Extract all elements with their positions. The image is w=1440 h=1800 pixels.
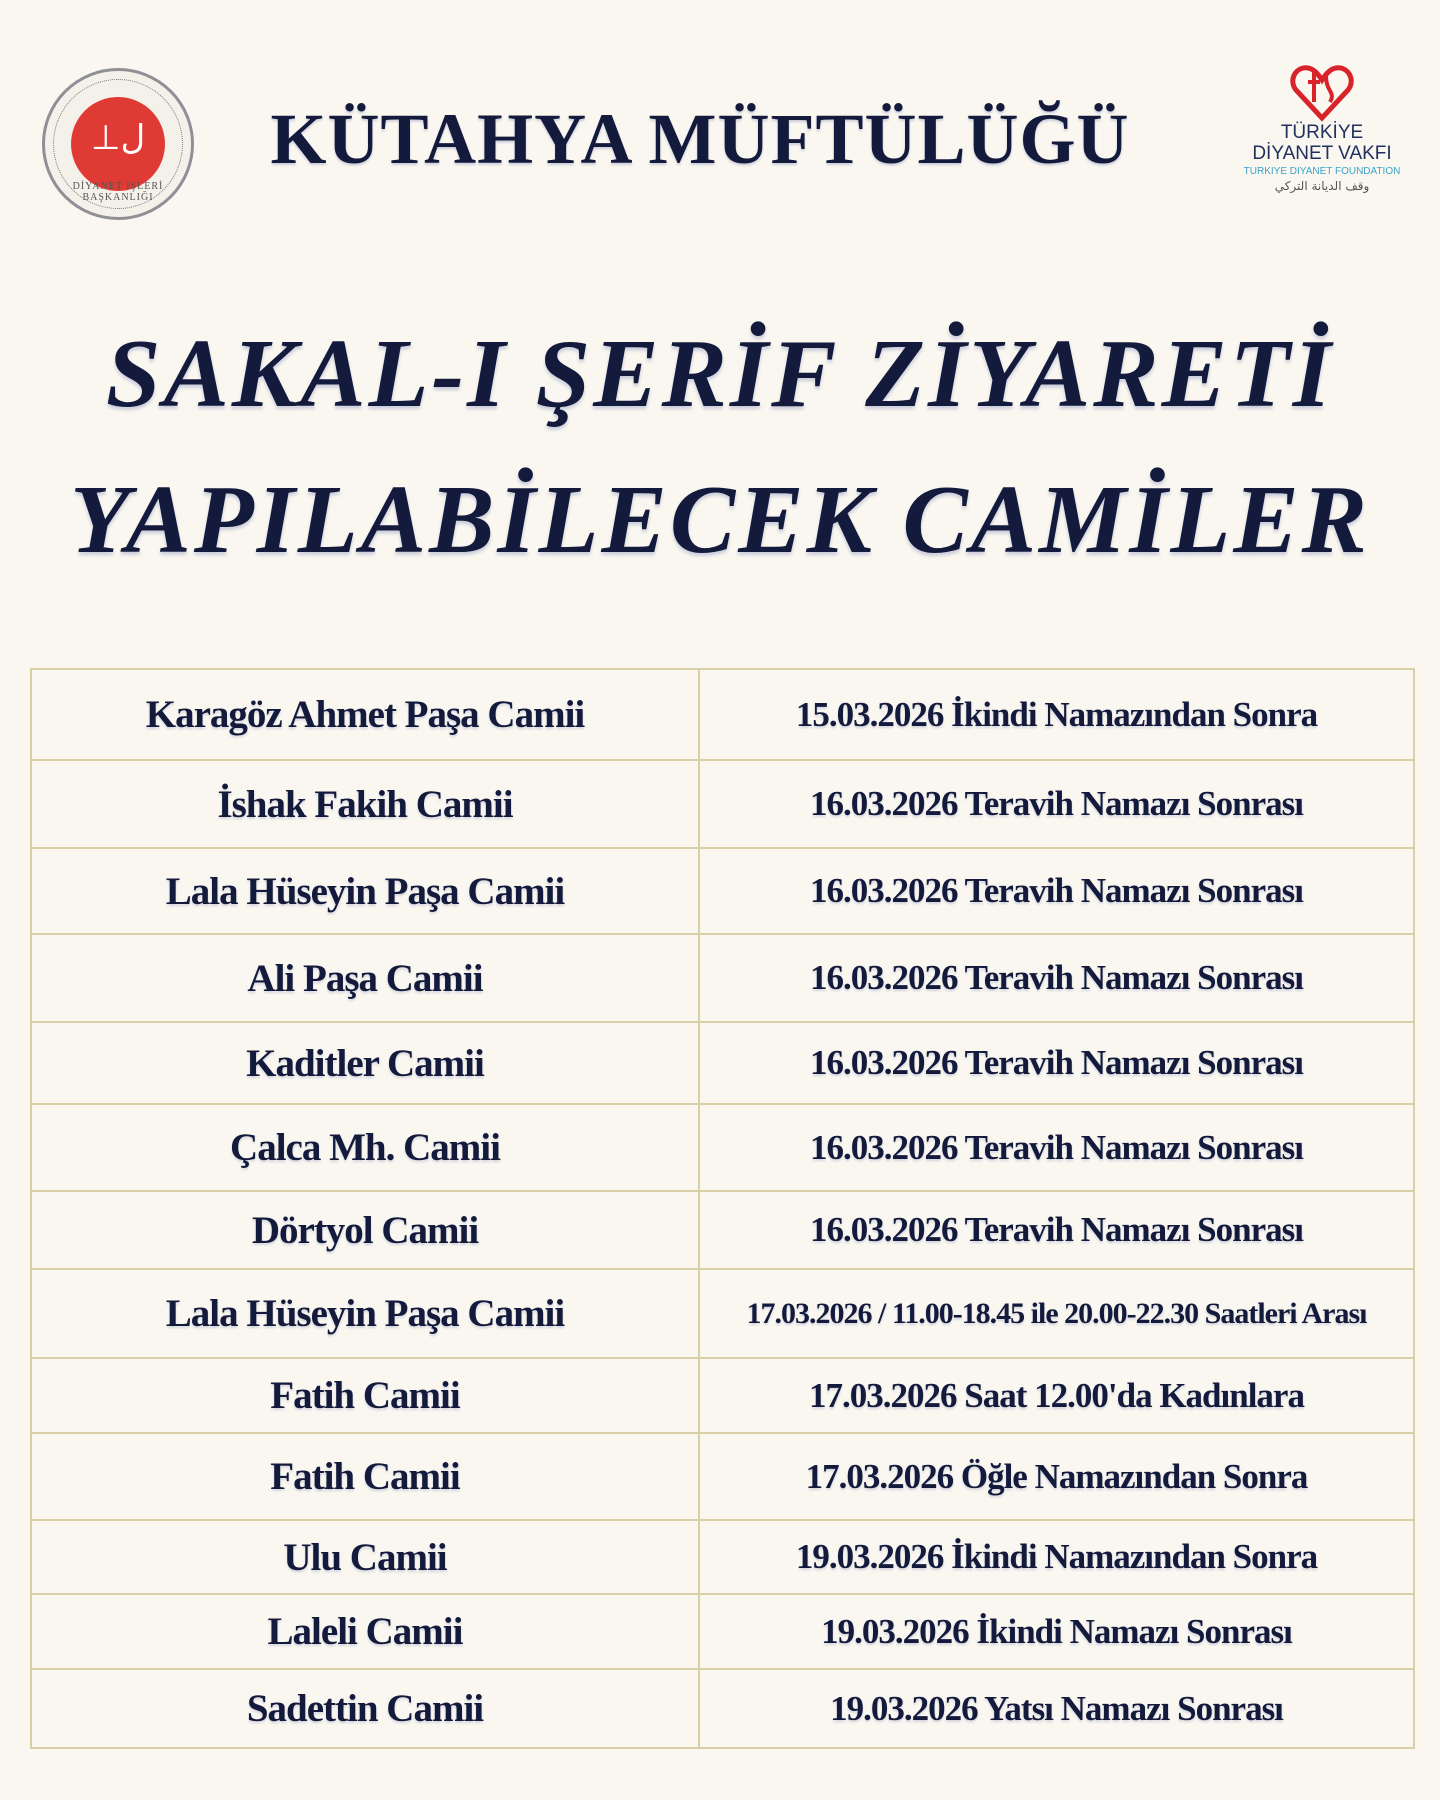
mosque-name-cell: Dörtyol Camii	[31, 1191, 699, 1269]
table-row	[31, 760, 1414, 848]
mosque-name-cell: Lala Hüseyin Paşa Camii	[31, 1269, 699, 1358]
tdv-logo	[1232, 62, 1412, 193]
table-row	[31, 1269, 1414, 1358]
mosque-name-cell: Karagöz Ahmet Paşa Camii	[31, 669, 699, 760]
table-row	[31, 934, 1414, 1022]
visit-time-cell: 17.03.2026 / 11.00-18.45 ile 20.00-22.30 Saatleri Arası	[699, 1269, 1414, 1358]
tdv-name-line2: DİYANET VAKFI	[1252, 143, 1392, 164]
mosque-name-cell: Laleli Camii	[31, 1594, 699, 1669]
mosque-name-cell: Sadettin Camii	[31, 1669, 699, 1748]
mosque-name-cell: Ali Paşa Camii	[31, 934, 699, 1022]
headline-line-1: SAKAL-I ŞERİF ZİYARETİ	[106, 320, 1334, 428]
mosque-name-cell: Lala Hüseyin Paşa Camii	[31, 848, 699, 934]
table-row	[31, 848, 1414, 934]
mosque-name-cell: İshak Fakih Camii	[31, 760, 699, 848]
visit-time-cell: 16.03.2026 Teravih Namazı Sonrası	[699, 760, 1414, 848]
mosque-name-cell: Kaditler Camii	[31, 1022, 699, 1104]
seal-ring-text: DİYANET İŞLERİ BAŞKANLIĞI	[72, 181, 164, 203]
visit-time-cell: 16.03.2026 Teravih Namazı Sonrası	[699, 1022, 1414, 1104]
visit-time-cell: 16.03.2026 Teravih Namazı Sonrası	[699, 1191, 1414, 1269]
tdv-arabic-name: وقف الديانة التركي	[1274, 179, 1370, 193]
mosque-name-cell: Fatih Camii	[31, 1433, 699, 1520]
table-row	[31, 1669, 1414, 1748]
diyanet-seal-icon: ⊥ﻝ	[90, 118, 146, 158]
tdv-english-name: TURKIYE DIYANET FOUNDATION	[1243, 166, 1401, 177]
table-row	[31, 1358, 1414, 1433]
table-row	[31, 669, 1414, 760]
mosque-name-cell: Fatih Camii	[31, 1358, 699, 1433]
visit-time-cell: 17.03.2026 Saat 12.00'da Kadınlara	[699, 1358, 1414, 1433]
visit-time-cell: 15.03.2026 İkindi Namazından Sonra	[699, 669, 1414, 760]
diyanet-seal-logo	[42, 68, 194, 220]
mosque-schedule-table	[30, 668, 1415, 1749]
mosque-name-cell: Ulu Camii	[31, 1520, 699, 1594]
headline-line-2: YAPILABİLECEK CAMİLER	[69, 466, 1371, 574]
table-row	[31, 1104, 1414, 1191]
visit-time-cell: 19.03.2026 İkindi Namazı Sonrası	[699, 1594, 1414, 1669]
tdv-name-line1: TÜRKİYE	[1280, 122, 1364, 143]
table-row	[31, 1191, 1414, 1269]
table-row	[31, 1022, 1414, 1104]
visit-time-cell: 17.03.2026 Öğle Namazından Sonra	[699, 1433, 1414, 1520]
tdv-heart-logo-icon	[1290, 62, 1354, 122]
mosque-name-cell: Çalca Mh. Camii	[31, 1104, 699, 1191]
org-title: KÜTAHYA MÜFTÜLÜĞÜ	[270, 99, 1130, 179]
table-row	[31, 1433, 1414, 1520]
visit-time-cell: 16.03.2026 Teravih Namazı Sonrası	[699, 934, 1414, 1022]
visit-time-cell: 16.03.2026 Teravih Namazı Sonrası	[699, 1104, 1414, 1191]
table-row	[31, 1520, 1414, 1594]
visit-time-cell: 19.03.2026 Yatsı Namazı Sonrası	[699, 1669, 1414, 1748]
visit-time-cell: 19.03.2026 İkindi Namazından Sonra	[699, 1520, 1414, 1594]
visit-time-cell: 16.03.2026 Teravih Namazı Sonrası	[699, 848, 1414, 934]
table-row	[31, 1594, 1414, 1669]
